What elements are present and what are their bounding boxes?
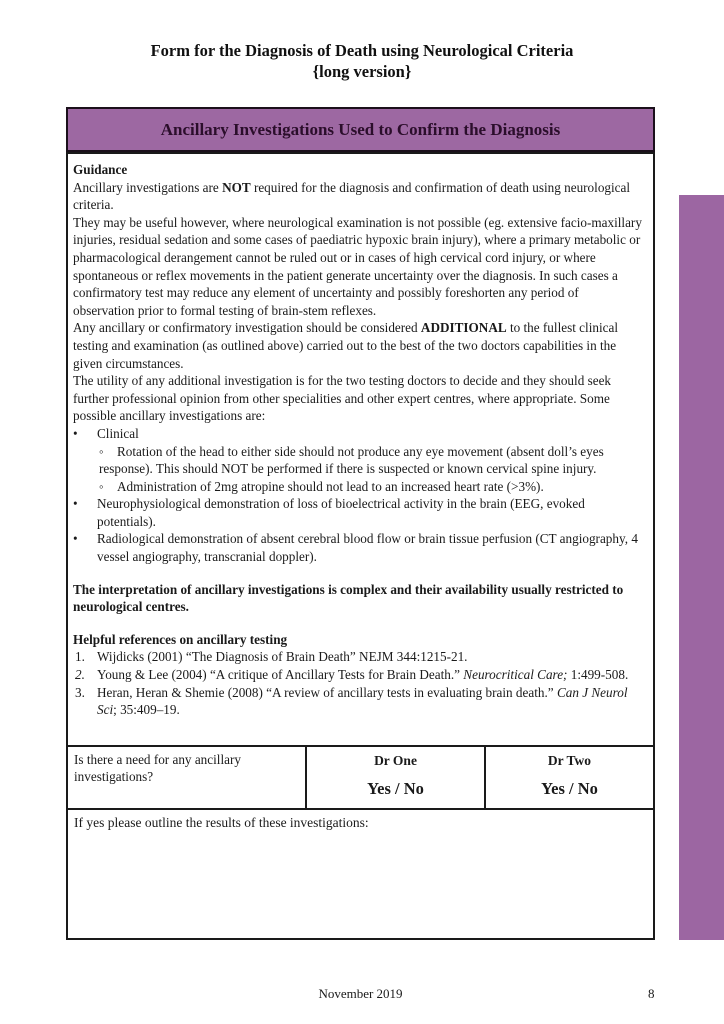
- guidance-paragraph: Any ancillary or confirmatory investigation should be considered ADDITIONAL to the fullest clinical testing and examination (as outlined above) carried out to the best of the two doctors capabilities in the given circumstances.: [73, 320, 618, 371]
- guidance-text: [68, 154, 653, 743]
- bullet-item: • Neurophysiological demonstration of loss of bioelectrical activity in the brain (EEG, evoked potentials).: [73, 496, 585, 529]
- reference-item: 1. Wijdicks (2001) “The Diagnosis of Brain Death” NEJM 344:1215-21.: [75, 649, 468, 665]
- bullet-icon: •: [73, 425, 78, 441]
- spacer: [73, 566, 643, 581]
- dr-two-cell: [484, 747, 653, 808]
- guidance-paragraph: Guidance: [73, 162, 128, 177]
- dr-two-yes-no: Yes / No: [541, 779, 598, 798]
- bullet-item: • Clinical: [73, 425, 139, 441]
- footer-date: November 2019: [318, 986, 403, 1001]
- guidance-paragraph: Helpful references on ancillary testing: [73, 631, 288, 647]
- page-title-line2: {long version}: [312, 62, 412, 81]
- ancillary-question-row: [68, 745, 653, 808]
- section-header-bar: [66, 107, 655, 152]
- bullet-icon: •: [73, 496, 78, 512]
- dr-two-label: Dr Two: [547, 753, 592, 768]
- dr-one-yes-no: Yes / No: [367, 779, 424, 798]
- circle-bullet-icon: ◦: [99, 443, 104, 459]
- section-header-title: Ancillary Investigations Used to Confirm the Diagnosis: [160, 119, 561, 139]
- sub-bullet-item: ◦ Administration of 2mg atropine should not lead to an increased heart rate (>3%).: [99, 478, 544, 494]
- reference-item: 2. Young & Lee (2004) “A critique of Ancillary Tests for Brain Death.” Neurocritical Care; 1:499-508.: [75, 667, 629, 683]
- bullet-item: • Radiological demonstration of absent cerebral blood flow or brain tissue perfusion (CT angiography, 4 vessel angiography, transcranial doppler).: [73, 531, 638, 565]
- reference-number: 1.: [75, 649, 85, 665]
- page-title-line1: Form for the Diagnosis of Death using Neurological Criteria: [150, 41, 574, 60]
- footer-page-number: 8: [648, 986, 655, 1001]
- results-label: If yes please outline the results of these investigations:: [74, 815, 369, 830]
- dr-one-cell: [305, 747, 484, 808]
- circle-bullet-icon: ◦: [99, 478, 104, 494]
- bullet-icon: •: [73, 531, 78, 547]
- guidance-paragraph: They may be useful however, where neurological examination is not possible (eg. extensive facio-maxillary injuries, residual sedation and some cases of paediatric hypoxic brain injury), where a primary metabolic or pharmacological derangement cannot be ruled out or in cases of high cervical cord injury, or where spontaneous or reflex movements in the patient generate uncertainty over the diagnosis. In such cases a confirmatory test may reduce any element of uncertainty and possibly foreshorten any period of observation prior to formal testing of brain-stem reflexes.: [73, 214, 642, 318]
- results-row: [68, 808, 653, 938]
- spacer: [73, 616, 643, 631]
- dr-one-label: Dr One: [374, 753, 417, 768]
- page-side-strip: [679, 195, 724, 940]
- reference-item: 3. Heran, Heran & Shemie (2008) “A review of ancillary tests in evaluating brain death.” Can J Neurol Sci; 35:409–19.: [75, 684, 628, 718]
- question-cell: Is there a need for any ancillary investigations?: [74, 752, 241, 784]
- page-title: [40, 40, 684, 82]
- guidance-box: [66, 152, 655, 940]
- guidance-paragraph: The utility of any additional investigation is for the two testing doctors to decide and they should seek further professional opinion from other specialities and other expert centres, where appropriate. Some possible ancillary investigations are:: [73, 373, 612, 424]
- guidance-paragraph: Ancillary investigations are NOT required for the diagnosis and confirmation of death using neurological criteria.: [73, 179, 631, 213]
- sub-bullet-item: ◦ Rotation of the head to either side should not produce any eye movement (absent doll’s eyes response). This should NOT be performed if there is suspected or known cervical spine injury.: [99, 443, 604, 477]
- reference-number: 3.: [75, 684, 85, 700]
- guidance-paragraph: The interpretation of ancillary investigations is complex and their availability usually restricted to neurological centres.: [73, 581, 624, 615]
- reference-number: 2.: [75, 667, 85, 683]
